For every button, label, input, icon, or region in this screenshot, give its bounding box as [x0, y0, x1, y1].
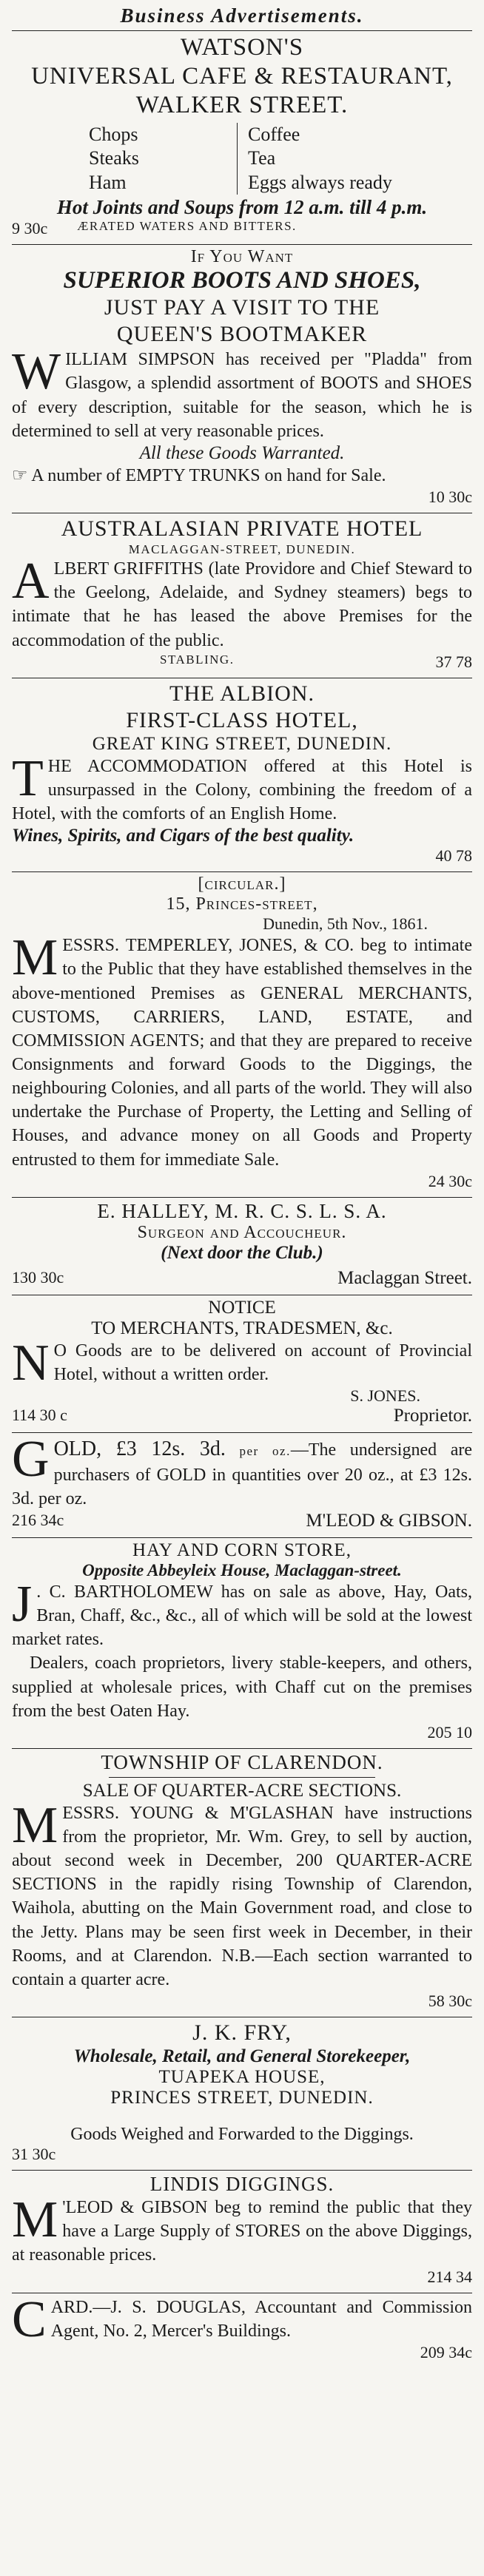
divider	[109, 1777, 375, 1778]
simpson-queens: QUEEN'S BOOTMAKER	[116, 322, 368, 347]
fry-subtitle: Wholesale, Retail, and General Storekeeper,	[73, 2046, 411, 2067]
halley-next-door: (Next door the Club.)	[161, 1242, 323, 1263]
watsons-aerated: ÆRATED WATERS AND BITTERS.	[77, 219, 297, 234]
ad-ref: 209 34c	[420, 2342, 472, 2361]
ad-ref: 216 34c	[12, 1510, 64, 1529]
albion-body-wrap	[12, 749, 472, 826]
notice-footer	[12, 1406, 472, 1426]
australasian-footer	[12, 653, 472, 672]
drop-cap: T	[12, 749, 44, 807]
gold-per-oz: per oz.	[239, 1444, 291, 1459]
halley-street: Maclaggan Street.	[337, 1267, 472, 1288]
fry-title: J. K. FRY,	[192, 2020, 292, 2046]
ad-ref: 10 30c	[428, 488, 472, 507]
ad-notice	[12, 1295, 472, 1429]
drop-cap: A	[12, 553, 50, 610]
ad-fry	[12, 2017, 472, 2167]
simpson-body: ILLIAM SIMPSON has received per "Pladda" from Glasgow, a splendid assortment of BOOTS and SHOES of every description, suitable for the season, which he is determined to sell at very reasonable prices.	[12, 350, 472, 441]
temperley-body: ESSRS. TEMPERLEY, JONES, & CO. beg to intimate to the Public that they have established themselves in the above-mentioned Premises as GENERAL MERCHANTS, CUSTOMS, CARRIERS, LAND, ESTATE, and COMMISSION AGENTS; and that they are prepared to receive Consignments and forward Goods to the Diggings, the neighbouring Colonies, and all parts of the world. They will also undertake the Purchase of Property, the Letting and Selling of Houses, and advance money on all Goods and Property entrusted to them for immediate Sale.	[12, 936, 472, 1170]
hay-title: HAY AND CORN STORE,	[132, 1540, 352, 1560]
simpson-body-wrap	[12, 343, 472, 443]
ad-halley	[12, 1198, 472, 1292]
ad-clarendon	[12, 1749, 472, 2014]
fry-goods: Goods Weighed and Forwarded to the Diggings.	[70, 2125, 414, 2145]
menu-item: Steaks	[89, 147, 139, 169]
gold-firm: M'LEOD & GIBSON.	[306, 1510, 472, 1531]
drop-cap: M	[12, 1796, 58, 1854]
section-header: Business Advertisements.	[120, 4, 364, 27]
lindis-body-wrap	[12, 2191, 472, 2267]
notice-title: NOTICE	[208, 1297, 276, 1318]
clarendon-body: ESSRS. YOUNG & M'GLASHAN have instructions from the proprietor, Mr. Wm. Grey, to sell by auction, about second week in December, 200 QUARTER-ACRE SECTIONS in the rapidly rising Township of Clarendon, Waihola, abutting on the Main Government road, and close to the Jetty. Plans may be seen first week in December, in their Rooms, and at Clarendon. N.B.—Each section warranted to contain a quarter acre.	[12, 1803, 472, 1989]
ad-ref: 31 30c	[12, 2145, 56, 2164]
simpson-if-you-want: If You Want	[190, 247, 294, 267]
australasian-address: MACLAGGAN-STREET, DUNEDIN.	[128, 542, 356, 557]
temperley-address: 15, Princes-street,	[166, 894, 318, 914]
drop-cap: C	[12, 2290, 47, 2348]
albion-class: FIRST-CLASS HOTEL,	[126, 707, 358, 732]
watsons-street: WALKER STREET.	[135, 91, 349, 118]
ad-albion	[12, 678, 472, 869]
simpson-trunks-wrap	[12, 464, 472, 488]
halley-footer	[12, 1264, 472, 1289]
ad-ref: 114 30 c	[12, 1406, 67, 1425]
menu-right-column	[238, 123, 392, 195]
albion-wines: Wines, Spirits, and Cigars of the best quality.	[12, 826, 354, 846]
menu-item: Tea	[248, 147, 276, 169]
ad-ref: 205 10	[427, 1722, 472, 1742]
drop-cap: W	[12, 343, 61, 401]
albion-body: HE ACCOMMODATION offered at this Hotel is unsurpassed in the Colony, combining the freedom of a Hotel, with the comforts of an English Home.	[12, 756, 472, 824]
menu-item: Ham	[89, 171, 127, 193]
notice-body: O Goods are to be delivered on account of Provincial Hotel, without a written order.	[53, 1341, 472, 1384]
notice-subtitle: TO MERCHANTS, TRADESMEN, &c.	[91, 1318, 393, 1338]
drop-cap: J	[12, 1575, 33, 1633]
menu-item: Coffee	[248, 123, 300, 145]
australasian-title: AUSTRALASIAN PRIVATE HOTEL	[61, 516, 423, 542]
hay-body: . C. BARTHOLOMEW has on sale as above, Hay, Oats, Bran, Chaff, &c., &c., all of which will be sold at the lowest market rates.	[12, 1582, 472, 1650]
australasian-stabling: STABLING.	[160, 652, 235, 667]
card-body-wrap	[12, 2290, 472, 2348]
drop-cap: G	[12, 1431, 50, 1488]
notice-proprietor: Proprietor.	[393, 1406, 472, 1426]
menu-left-column	[89, 123, 238, 195]
simpson-warranted: All these Goods Warranted.	[139, 442, 345, 463]
hay-body2: Dealers, coach proprietors, livery stable-keepers, and others, supplied at wholesale prices, with Chaff cut on the premises from the best Oaten Hay.	[12, 1653, 472, 1721]
australasian-body: LBERT GRIFFITHS (late Providore and Chief Steward to the Geelong, Adelaide, and Sydney steamers) begs to intimate that he has leased the above Premises for the accommodation of the public.	[12, 559, 472, 650]
card-body: ARD.—J. S. DOUGLAS, Accountant and Commission Agent, No. 2, Mercer's Buildings.	[50, 2297, 472, 2341]
ad-ref: 24 30c	[428, 1171, 472, 1190]
clarendon-subtitle: SALE OF QUARTER-ACRE SECTIONS.	[82, 1780, 402, 1801]
ad-lindis	[12, 2171, 472, 2289]
simpson-superior: SUPERIOR BOOTS AND SHOES,	[63, 267, 421, 294]
albion-address: GREAT KING STREET, DUNEDIN.	[92, 733, 392, 754]
ad-gold	[12, 1433, 472, 1534]
drop-cap: M	[12, 2191, 58, 2249]
fry-street: PRINCES STREET, DUNEDIN.	[110, 2088, 374, 2108]
temperley-circular: [circular.]	[198, 874, 286, 894]
ad-temperley	[12, 872, 472, 1194]
ad-ref: 37 78	[435, 652, 472, 671]
clarendon-body-wrap	[12, 1796, 472, 1992]
halley-subtitle: Surgeon and Accoucheur.	[137, 1222, 347, 1242]
ad-ref: 130 30c	[12, 1267, 64, 1287]
pointing-hand-icon: ☞	[12, 465, 28, 485]
notice-body-wrap	[12, 1334, 472, 1392]
watsons-restaurant: UNIVERSAL CAFE & RESTAURANT,	[31, 62, 453, 90]
ad-ref: 214 34	[427, 2267, 472, 2286]
menu-item: Chops	[89, 123, 138, 145]
ad-australasian	[12, 513, 472, 675]
temperley-body-wrap	[12, 929, 472, 1172]
gold-body: —The undersigned are purchasers of GOLD in quantities over 20 oz., at £3 12s. 3d. per oz.	[12, 1440, 473, 1508]
australasian-body-wrap	[12, 553, 472, 653]
temperley-date: Dunedin, 5th Nov., 1861.	[263, 914, 428, 934]
menu-item: Eggs always ready	[248, 171, 392, 193]
fry-house: TUAPEKA HOUSE,	[158, 2067, 326, 2088]
ad-watsons	[12, 31, 472, 241]
simpson-trunks: A number of EMPTY TRUNKS on hand for Sale.	[31, 465, 386, 485]
watsons-menu	[12, 120, 472, 197]
lindis-title: LINDIS DIGGINGS.	[149, 2173, 335, 2196]
ad-ref: 40 78	[435, 846, 472, 866]
hay-body-wrap	[12, 1575, 472, 1651]
ad-simpson	[12, 245, 472, 510]
gold-lead: OLD, £3 12s. 3d.	[53, 1437, 226, 1461]
watsons-hot-joints: Hot Joints and Soups from 12 a.m. till 4 p.m.	[56, 196, 428, 219]
albion-title: THE ALBION.	[169, 681, 315, 706]
notice-signed: S. JONES.	[350, 1386, 420, 1406]
ad-ref: 58 30c	[428, 1992, 472, 2011]
clarendon-title: TOWNSHIP OF CLARENDON.	[101, 1750, 383, 1773]
ad-card	[12, 2290, 472, 2365]
halley-title: E. HALLEY, M. R. C. S. L. S. A.	[97, 1199, 387, 1222]
gold-footer	[12, 1511, 472, 1531]
ad-hay	[12, 1538, 472, 1745]
watsons-footer	[12, 219, 472, 238]
lindis-body: 'LEOD & GIBSON beg to remind the public that they have a Large Supply of STORES on the above Diggings, at reasonable prices.	[12, 2198, 472, 2265]
gold-body-wrap	[12, 1431, 473, 1511]
watsons-name: WATSON'S	[180, 34, 304, 61]
hay-subtitle: Opposite Abbeyleix House, Maclaggan-street.	[82, 1560, 402, 1579]
simpson-just-pay: JUST PAY A VISIT TO THE	[104, 295, 380, 320]
drop-cap: M	[12, 929, 58, 987]
drop-cap: N	[12, 1334, 50, 1392]
ad-ref: 9 30c	[12, 219, 48, 238]
